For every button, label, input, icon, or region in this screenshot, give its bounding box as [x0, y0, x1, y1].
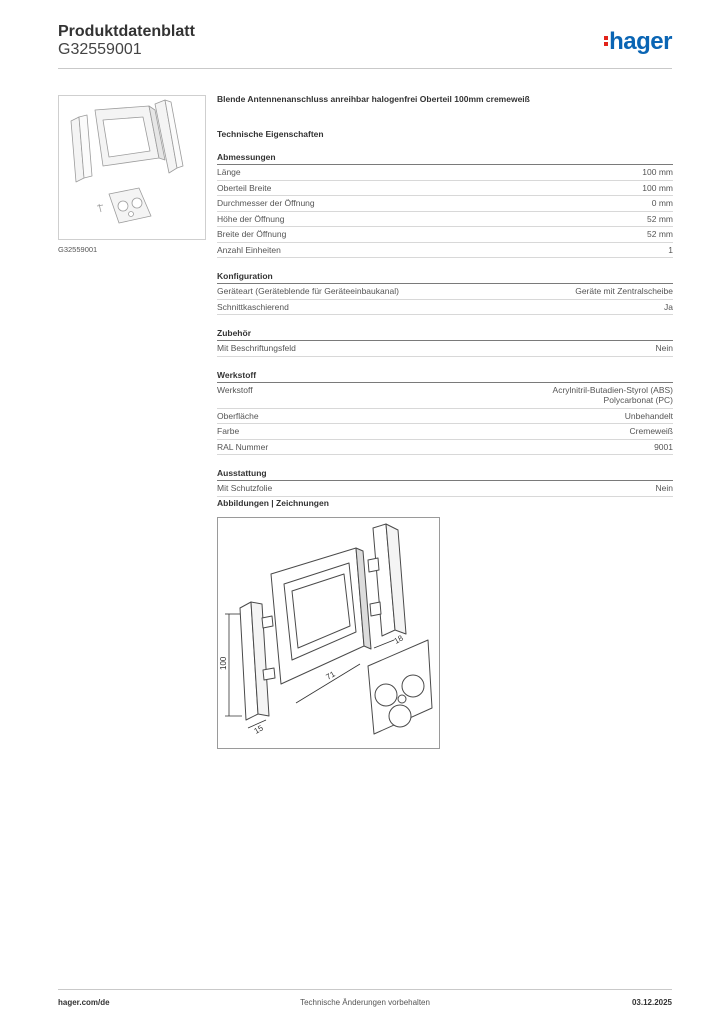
- image-caption: G32559001: [58, 245, 98, 254]
- dimension-depth-left: 15: [252, 723, 265, 736]
- property-value: Geräte mit Zentralscheibe: [575, 286, 673, 296]
- document-title: Produktdatenblatt: [58, 23, 195, 40]
- property-value: 100 mm: [642, 167, 673, 177]
- property-value: 1: [668, 244, 673, 255]
- property-label: RAL Nummer: [217, 441, 269, 452]
- dimension-height: 100: [219, 656, 228, 670]
- property-label: Durchmesser der Öffnung: [217, 198, 315, 208]
- footer-note: Technische Änderungen vorbehalten: [300, 998, 430, 1007]
- property-value: Unbehandelt: [624, 410, 673, 421]
- section-werkstoff: [217, 370, 673, 456]
- property-row: [217, 284, 673, 300]
- property-label: Anzahl Einheiten: [217, 244, 281, 255]
- section-abmessungen: [217, 152, 673, 258]
- property-label: Werkstoff: [217, 384, 253, 395]
- section-title: Konfiguration: [217, 271, 673, 284]
- drawings-heading: Abbildungen | Zeichnungen: [217, 498, 329, 508]
- property-label: Höhe der Öffnung: [217, 213, 285, 224]
- hager-logo: [604, 28, 672, 56]
- technical-drawing: [217, 517, 440, 749]
- property-value: Ja: [664, 301, 673, 312]
- page-header: [58, 20, 672, 69]
- section-zubehoer: [217, 328, 673, 357]
- property-row: [217, 481, 673, 497]
- property-row: [217, 409, 673, 425]
- property-row: [217, 212, 673, 228]
- property-value: 52 mm: [647, 213, 673, 224]
- product-title: Blende Antennenanschluss anreihbar halogenfrei Oberteil 100mm cremeweiß: [217, 94, 530, 104]
- dimension-depth-right: 18: [392, 633, 405, 646]
- technical-properties-heading: Technische Eigenschaften: [217, 129, 324, 139]
- property-label: Oberteil Breite: [217, 182, 272, 193]
- property-row: [217, 227, 673, 243]
- property-value: 52 mm: [647, 229, 673, 239]
- property-label: Farbe: [217, 426, 240, 436]
- dimension-width: 71: [324, 669, 337, 682]
- footer-date: 03.12.2025: [631, 998, 672, 1007]
- product-code: G32559001: [58, 41, 142, 58]
- property-row: [217, 196, 673, 212]
- property-row: [217, 243, 673, 259]
- property-row: [217, 181, 673, 197]
- property-row: [217, 440, 673, 456]
- property-value: Nein: [655, 483, 673, 493]
- section-konfiguration: [217, 271, 673, 315]
- section-title: Abmessungen: [217, 152, 673, 165]
- property-row: [217, 341, 673, 357]
- page-footer: [58, 989, 672, 1007]
- property-value: Nein: [655, 343, 673, 353]
- property-label: Schnittkaschierend: [217, 301, 289, 312]
- property-label: Geräteart (Geräteblende für Geräteeinbaukanal): [217, 286, 399, 296]
- section-title: Ausstattung: [217, 468, 673, 481]
- property-value: 9001: [654, 441, 673, 452]
- property-value: 0 mm: [651, 198, 673, 208]
- property-row: [217, 300, 673, 316]
- property-row: [217, 383, 673, 409]
- property-value: Acrylnitril-Butadien-Styrol (ABS) Polycarbonat (PC): [552, 384, 673, 405]
- property-row: [217, 424, 673, 440]
- section-ausstattung: [217, 468, 673, 497]
- property-row: [217, 165, 673, 181]
- product-image: [58, 95, 206, 240]
- footer-website: hager.com/de: [58, 998, 110, 1007]
- property-label: Mit Beschriftungsfeld: [217, 343, 296, 353]
- product-details: [217, 94, 673, 497]
- property-value: 100 mm: [642, 182, 673, 193]
- property-label: Länge: [217, 167, 241, 177]
- section-title: Werkstoff: [217, 370, 673, 383]
- property-label: Mit Schutzfolie: [217, 483, 273, 493]
- property-value: Cremeweiß: [629, 426, 673, 436]
- property-label: Oberfläche: [217, 410, 259, 421]
- property-label: Breite der Öffnung: [217, 229, 287, 239]
- logo-text: hager: [609, 28, 672, 55]
- section-title: Zubehör: [217, 328, 673, 341]
